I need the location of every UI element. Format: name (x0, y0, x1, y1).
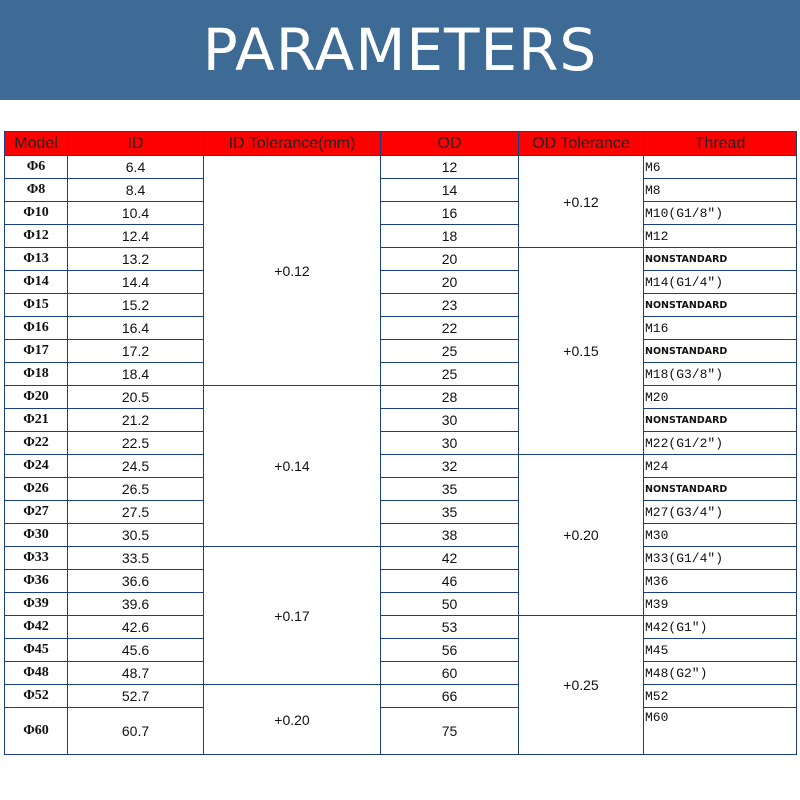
cell-model: Φ16 (5, 317, 68, 340)
cell-model: Φ45 (5, 639, 68, 662)
cell-od: 35 (381, 501, 519, 524)
cell-od: 75 (381, 708, 519, 755)
cell-model: Φ8 (5, 179, 68, 202)
table-row (5, 593, 797, 616)
cell-thread: M20 (644, 386, 797, 409)
cell-id: 14.4 (68, 271, 204, 294)
cell-model: Φ30 (5, 524, 68, 547)
cell-id: 12.4 (68, 225, 204, 248)
table-row (5, 202, 797, 225)
cell-od: 12 (381, 156, 519, 179)
cell-thread: M16 (644, 317, 797, 340)
table-row (5, 386, 797, 409)
cell-thread: M12 (644, 225, 797, 248)
cell-model: Φ26 (5, 478, 68, 501)
cell-id-tolerance: +0.14 (204, 386, 381, 547)
header-id: ID (68, 132, 204, 156)
table-row (5, 708, 797, 755)
cell-od-tolerance: +0.12 (519, 156, 644, 248)
cell-od: 20 (381, 248, 519, 271)
header-thread: Thread (644, 132, 797, 156)
table-row (5, 478, 797, 501)
table-row (5, 616, 797, 639)
cell-id: 10.4 (68, 202, 204, 225)
cell-model: Φ22 (5, 432, 68, 455)
cell-od: 66 (381, 685, 519, 708)
table-row (5, 662, 797, 685)
table-row (5, 294, 797, 317)
cell-id: 22.5 (68, 432, 204, 455)
cell-od: 32 (381, 455, 519, 478)
cell-thread: M36 (644, 570, 797, 593)
cell-od: 30 (381, 432, 519, 455)
cell-model: Φ27 (5, 501, 68, 524)
cell-thread: M60 (644, 708, 797, 755)
cell-id: 33.5 (68, 547, 204, 570)
table-row (5, 639, 797, 662)
cell-thread: M48(G2") (644, 662, 797, 685)
table-row (5, 248, 797, 271)
table-row (5, 432, 797, 455)
cell-thread: M24 (644, 455, 797, 478)
cell-od: 25 (381, 363, 519, 386)
cell-od: 16 (381, 202, 519, 225)
cell-id: 6.4 (68, 156, 204, 179)
cell-od: 14 (381, 179, 519, 202)
cell-model: Φ17 (5, 340, 68, 363)
cell-od-tolerance: +0.20 (519, 455, 644, 616)
cell-od: 56 (381, 639, 519, 662)
cell-model: Φ39 (5, 593, 68, 616)
table-row (5, 363, 797, 386)
cell-od: 35 (381, 478, 519, 501)
table-row (5, 340, 797, 363)
cell-od: 42 (381, 547, 519, 570)
cell-model: Φ14 (5, 271, 68, 294)
table-row (5, 524, 797, 547)
table-row (5, 685, 797, 708)
cell-model: Φ42 (5, 616, 68, 639)
parameters-table-container (4, 131, 797, 755)
cell-id: 30.5 (68, 524, 204, 547)
table-row (5, 179, 797, 202)
cell-thread: NONSTANDARD (644, 409, 797, 432)
page-title: PARAMETERS (0, 0, 800, 100)
cell-id: 39.6 (68, 593, 204, 616)
cell-id: 26.5 (68, 478, 204, 501)
table-row (5, 501, 797, 524)
table-body (5, 156, 797, 755)
header-od: OD (381, 132, 519, 156)
cell-id-tolerance: +0.12 (204, 156, 381, 386)
cell-thread: NONSTANDARD (644, 478, 797, 501)
cell-model: Φ13 (5, 248, 68, 271)
cell-id: 45.6 (68, 639, 204, 662)
cell-od: 53 (381, 616, 519, 639)
cell-od: 46 (381, 570, 519, 593)
cell-model: Φ12 (5, 225, 68, 248)
cell-thread: NONSTANDARD (644, 340, 797, 363)
cell-model: Φ33 (5, 547, 68, 570)
cell-model: Φ15 (5, 294, 68, 317)
table-row (5, 225, 797, 248)
cell-thread: M39 (644, 593, 797, 616)
table-row (5, 455, 797, 478)
cell-thread: NONSTANDARD (644, 248, 797, 271)
cell-model: Φ60 (5, 708, 68, 755)
cell-model: Φ24 (5, 455, 68, 478)
cell-thread: M22(G1/2") (644, 432, 797, 455)
cell-id: 8.4 (68, 179, 204, 202)
cell-id-tolerance: +0.20 (204, 685, 381, 755)
table-row (5, 570, 797, 593)
table-row (5, 156, 797, 179)
cell-id: 18.4 (68, 363, 204, 386)
cell-od: 50 (381, 593, 519, 616)
cell-model: Φ20 (5, 386, 68, 409)
cell-od: 18 (381, 225, 519, 248)
cell-od: 38 (381, 524, 519, 547)
cell-id: 20.5 (68, 386, 204, 409)
cell-thread: M42(G1") (644, 616, 797, 639)
table-row (5, 317, 797, 340)
cell-thread: M52 (644, 685, 797, 708)
parameters-table (4, 131, 797, 755)
cell-model: Φ6 (5, 156, 68, 179)
cell-id: 21.2 (68, 409, 204, 432)
cell-thread: M14(G1/4") (644, 271, 797, 294)
cell-od: 25 (381, 340, 519, 363)
cell-od: 28 (381, 386, 519, 409)
table-header-row (5, 132, 797, 156)
cell-id: 15.2 (68, 294, 204, 317)
cell-thread: M8 (644, 179, 797, 202)
cell-id: 27.5 (68, 501, 204, 524)
cell-model: Φ36 (5, 570, 68, 593)
cell-od: 22 (381, 317, 519, 340)
cell-od-tolerance: +0.25 (519, 616, 644, 755)
cell-id: 16.4 (68, 317, 204, 340)
cell-thread: M18(G3/8") (644, 363, 797, 386)
cell-od-tolerance: +0.15 (519, 248, 644, 455)
cell-id: 17.2 (68, 340, 204, 363)
cell-id: 24.5 (68, 455, 204, 478)
header-model: Model (5, 132, 68, 156)
cell-model: Φ18 (5, 363, 68, 386)
cell-model: Φ21 (5, 409, 68, 432)
cell-thread: NONSTANDARD (644, 294, 797, 317)
cell-od: 20 (381, 271, 519, 294)
cell-od: 60 (381, 662, 519, 685)
cell-id: 48.7 (68, 662, 204, 685)
cell-id: 52.7 (68, 685, 204, 708)
cell-thread: M10(G1/8") (644, 202, 797, 225)
table-row (5, 409, 797, 432)
cell-id: 13.2 (68, 248, 204, 271)
table-row (5, 547, 797, 570)
cell-thread: M45 (644, 639, 797, 662)
cell-id-tolerance: +0.17 (204, 547, 381, 685)
cell-od: 23 (381, 294, 519, 317)
header-id-tolerance: ID Tolerance(mm) (204, 132, 381, 156)
cell-id: 60.7 (68, 708, 204, 755)
cell-thread: M33(G1/4") (644, 547, 797, 570)
cell-thread: M6 (644, 156, 797, 179)
cell-od: 30 (381, 409, 519, 432)
cell-thread: M27(G3/4") (644, 501, 797, 524)
table-row (5, 271, 797, 294)
cell-id: 36.6 (68, 570, 204, 593)
cell-thread: M30 (644, 524, 797, 547)
header-od-tolerance: OD Tolerance (519, 132, 644, 156)
cell-model: Φ52 (5, 685, 68, 708)
cell-model: Φ48 (5, 662, 68, 685)
cell-model: Φ10 (5, 202, 68, 225)
cell-id: 42.6 (68, 616, 204, 639)
